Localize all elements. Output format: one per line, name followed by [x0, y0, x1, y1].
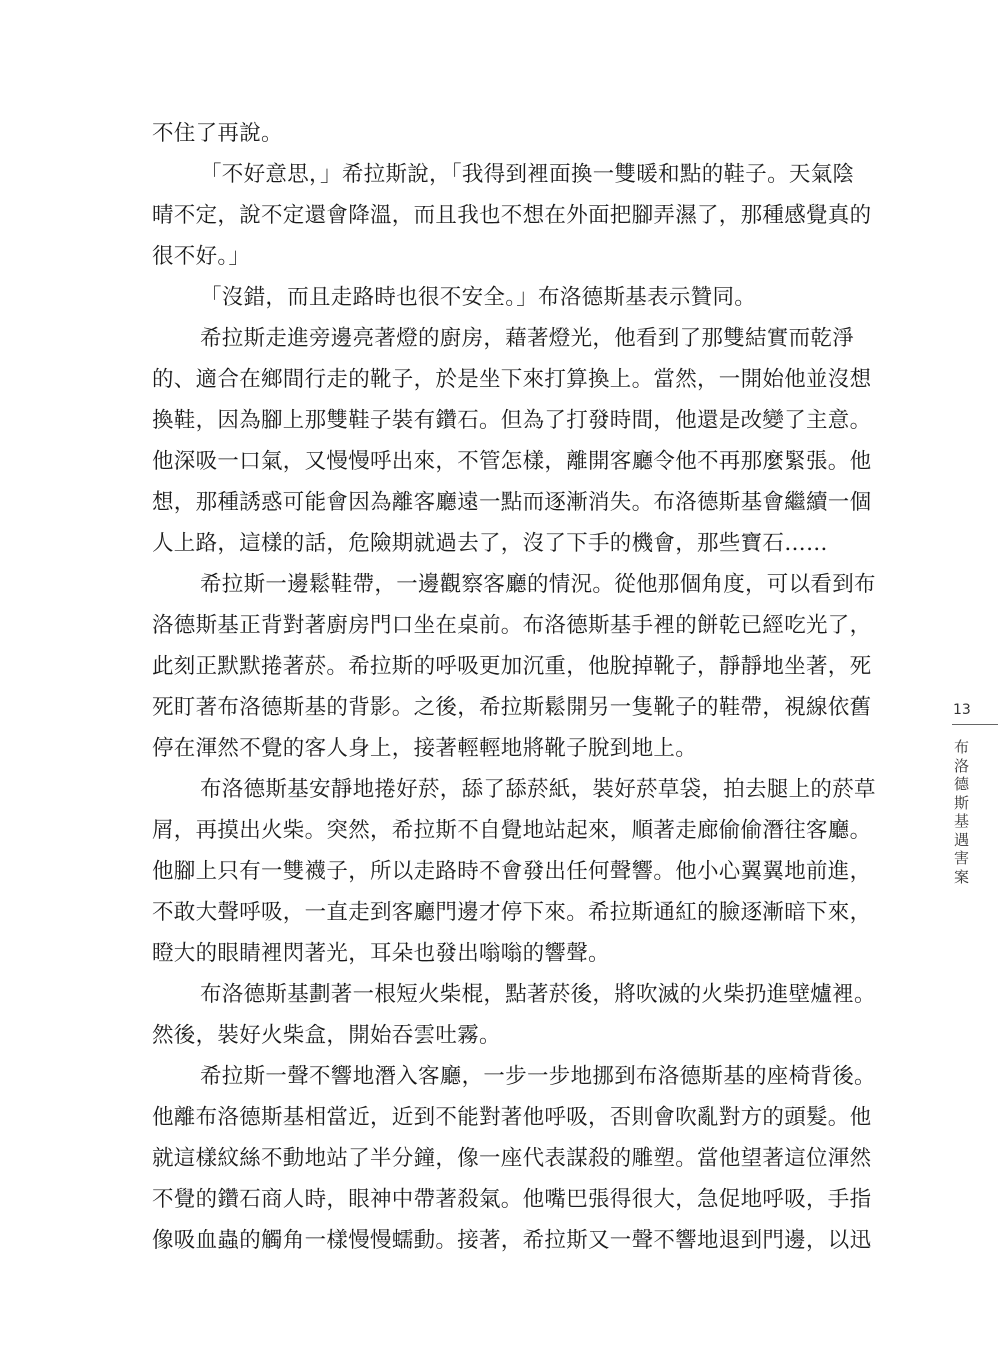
text-line: 他深吸一口氣，又慢慢呼出來，不管怎樣，離開客廳令他不再那麼緊張。他 — [152, 449, 872, 474]
paragraph-6 — [152, 769, 892, 974]
text-line: 不敢大聲呼吸，一直走到客廳門邊才停下來。希拉斯通紅的臉逐漸暗下來， — [152, 900, 872, 925]
text-line: 「沒錯，而且走路時也很不安全。」布洛德斯基表示贊同。 — [200, 285, 757, 310]
text-line: 希拉斯一邊鬆鞋帶，一邊觀察客廳的情況。從他那個角度，可以看到布 — [200, 572, 876, 597]
text-line: 希拉斯走進旁邊亮著燈的廚房，藉著燈光，他看到了那雙結實而乾淨 — [200, 326, 855, 351]
paragraph-5 — [152, 564, 892, 769]
text-line: 他腳上只有一雙襪子，所以走路時不會發出任何聲響。他小心翼翼地前進， — [152, 859, 872, 884]
text-line: 換鞋，因為腳上那雙鞋子裝有鑽石。但為了打發時間，他還是改變了主意。 — [152, 408, 872, 433]
text-line: 瞪大的眼睛裡閃著光，耳朵也發出嗡嗡的響聲。 — [152, 941, 610, 966]
paragraph-3 — [152, 277, 892, 318]
paragraph-8 — [152, 1056, 892, 1261]
page-number: 13 — [953, 702, 971, 718]
text-line: 人上路，這樣的話，危險期就過去了，沒了下手的機會，那些寶石…… — [152, 531, 828, 556]
text-line: 然後，裝好火柴盒，開始吞雲吐霧。 — [152, 1023, 501, 1048]
body-text — [152, 113, 892, 1261]
text-line: 很不好。」 — [152, 244, 251, 269]
text-line: 想，那種誘惑可能會因為離客廳遠一點而逐漸消失。布洛德斯基會繼續一個 — [152, 490, 872, 515]
text-line: 停在渾然不覺的客人身上，接著輕輕地將靴子脫到地上。 — [152, 736, 698, 761]
text-line: 屑，再摸出火柴。突然，希拉斯不自覺地站起來，順著走廊偷偷潛往客廳。 — [152, 818, 872, 843]
margin-divider — [952, 724, 998, 725]
text-line: 此刻正默默捲著菸。希拉斯的呼吸更加沉重，他脫掉靴子，靜靜地坐著，死 — [152, 654, 872, 679]
paragraph-7 — [152, 974, 892, 1056]
text-line: 洛德斯基正背對著廚房門口坐在桌前。布洛德斯基手裡的餅乾已經吃光了， — [152, 613, 872, 638]
text-line: 的、適合在鄉間行走的靴子，於是坐下來打算換上。當然，一開始他並沒想 — [152, 367, 872, 392]
text-line: 死盯著布洛德斯基的背影。之後，希拉斯鬆開另一隻靴子的鞋帶，視線依舊 — [152, 695, 872, 720]
text-line: 「不好意思，」希拉斯說，「我得到裡面換一雙暖和點的鞋子。天氣陰 — [200, 162, 855, 187]
text-line: 他離布洛德斯基相當近，近到不能對著他呼吸，否則會吹亂對方的頭髮。他 — [152, 1105, 872, 1130]
text-line: 布洛德斯基劃著一根短火柴棍，點著菸後，將吹滅的火柴扔進壁爐裡。 — [200, 982, 876, 1007]
paragraph-4 — [152, 318, 892, 564]
text-line: 希拉斯一聲不響地潛入客廳，一步一步地挪到布洛德斯基的座椅背後。 — [200, 1064, 876, 1089]
text-line: 晴不定，說不定還會降溫，而且我也不想在外面把腳弄濕了，那種感覺真的 — [152, 203, 872, 228]
text-line: 不住了再說。 — [152, 121, 283, 146]
text-line: 布洛德斯基安靜地捲好菸，舔了舔菸紙，裝好菸草袋，拍去腿上的菸草 — [200, 777, 876, 802]
running-title: 布洛德斯基遇害案 — [954, 738, 970, 886]
text-line: 不覺的鑽石商人時，眼神中帶著殺氣。他嘴巴張得很大，急促地呼吸，手指 — [152, 1187, 872, 1212]
paragraph-1 — [152, 113, 892, 154]
text-line: 就這樣紋絲不動地站了半分鐘，像一座代表謀殺的雕塑。當他望著這位渾然 — [152, 1146, 872, 1171]
text-line: 像吸血蟲的觸角一樣慢慢蠕動。接著，希拉斯又一聲不響地退到門邊，以迅 — [152, 1228, 872, 1253]
paragraph-2 — [152, 154, 892, 277]
